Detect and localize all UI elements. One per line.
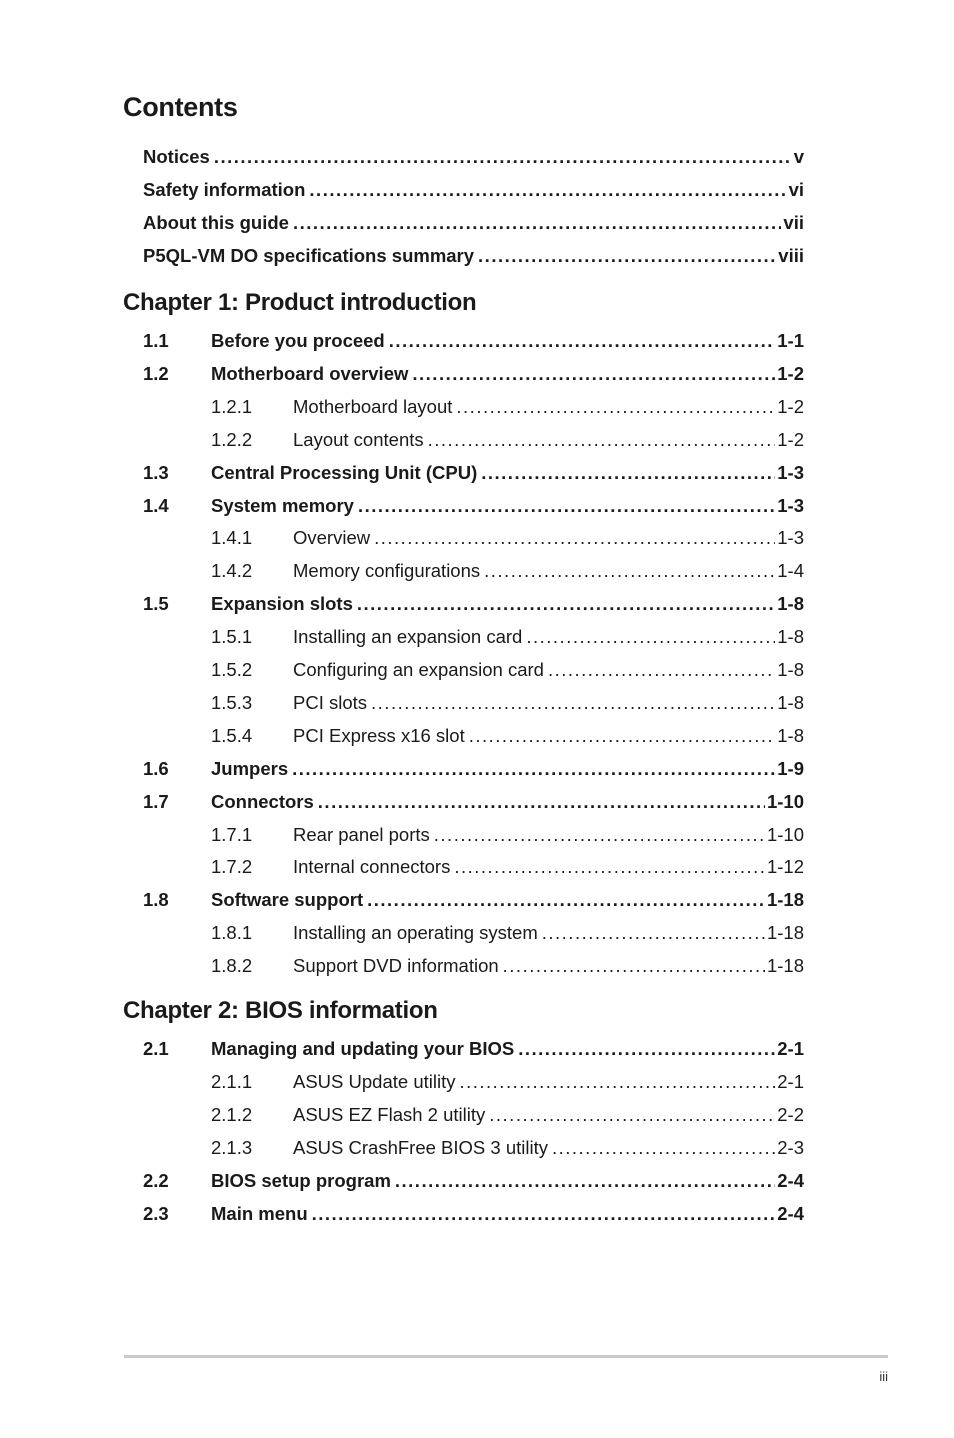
toc-entry[interactable]: [143, 756, 804, 782]
toc-entry-number: 1.3: [143, 461, 169, 483]
toc-entry-page: 1-3: [777, 461, 804, 483]
toc-entry-number: 1.5.1: [211, 626, 253, 648]
toc-entry-number: 1.2.1: [211, 395, 253, 417]
toc-entry-label: Installing an operating system: [293, 922, 538, 944]
dot-leader: [526, 624, 775, 650]
toc-entry-number: 2.1.1: [211, 1070, 253, 1092]
toc-entry-label: ASUS Update utility: [293, 1070, 456, 1092]
toc-entry[interactable]: [143, 887, 804, 913]
toc-entry[interactable]: [143, 1036, 804, 1062]
toc-entry[interactable]: [211, 1102, 804, 1128]
dot-leader: [518, 1036, 775, 1062]
toc-entry-page: 1-3: [777, 494, 804, 516]
dot-leader: [389, 328, 776, 354]
toc-entry-number: 1.5.2: [211, 659, 253, 680]
toc-entry[interactable]: [211, 854, 804, 880]
dot-leader: [357, 591, 775, 617]
toc-entry-number: 2.2: [143, 1169, 169, 1191]
toc-entry-page: v: [793, 146, 804, 167]
toc-entry-page: vii: [783, 211, 804, 233]
toc-entry[interactable]: [211, 394, 804, 420]
toc-entry-number: 1.2: [143, 362, 169, 384]
toc-entry-number: 1.1: [143, 330, 169, 351]
toc-entry-number: 1.8.2: [211, 955, 253, 977]
toc-entry-number: 1.6: [143, 757, 169, 779]
toc-entry-number: 1.7.1: [211, 823, 253, 845]
toc-entry-label: Managing and updating your BIOS: [211, 1038, 515, 1059]
toc-entry[interactable]: [143, 361, 804, 387]
dot-leader: [371, 690, 775, 716]
toc-entry-page: 2-1: [777, 1070, 804, 1092]
toc-entry[interactable]: [211, 427, 804, 453]
toc-entry-label: BIOS setup program: [211, 1169, 391, 1191]
toc-entry-number: 1.5: [143, 593, 169, 615]
dot-leader: [459, 1069, 775, 1095]
toc-entry-page: 1-18: [766, 922, 804, 944]
toc-entry-number: 1.5.3: [211, 691, 253, 713]
toc-entry-page: 1-8: [777, 691, 804, 713]
toc-entry-label: Central Processing Unit (CPU): [211, 461, 478, 483]
toc-entry-label: Motherboard layout: [293, 395, 453, 417]
toc-entry-label: Notices: [143, 146, 210, 167]
toc-entry[interactable]: [211, 723, 804, 749]
toc-entry-page: 1-2: [777, 362, 804, 384]
toc-entry[interactable]: [143, 460, 804, 486]
dot-leader: [292, 756, 775, 782]
toc-entry-page: 1-10: [766, 823, 804, 845]
toc-entry-page: 2-2: [777, 1103, 804, 1125]
dot-leader: [548, 657, 775, 683]
toc-entry-number: 1.8.1: [211, 922, 253, 944]
toc-entry[interactable]: [211, 1135, 804, 1161]
dot-leader: [312, 1201, 776, 1227]
toc-entry-page: 1-8: [777, 724, 804, 746]
footer-page-number: iii: [879, 1369, 888, 1384]
toc-entry-page: viii: [778, 244, 804, 266]
toc-entry-number: 2.1.2: [211, 1103, 253, 1125]
toc-entry[interactable]: [211, 1069, 804, 1095]
toc-entry-page: vi: [788, 178, 804, 200]
dot-leader: [395, 1168, 775, 1194]
dot-leader: [318, 789, 765, 815]
dot-leader: [309, 177, 786, 203]
dot-leader: [454, 854, 765, 880]
toc-entry[interactable]: [143, 789, 804, 815]
toc-entry[interactable]: [143, 177, 804, 203]
toc-entry-label: Connectors: [211, 790, 314, 812]
toc-entry-label: Layout contents: [293, 428, 424, 450]
toc-entry-label: System memory: [211, 494, 354, 516]
toc-entry-number: 1.7.2: [211, 856, 253, 878]
toc-entry-label: Before you proceed: [211, 330, 385, 351]
toc-entry[interactable]: [143, 493, 804, 519]
toc-entry-page: 1-12: [766, 856, 804, 878]
dot-leader: [367, 887, 765, 913]
toc-entry[interactable]: [211, 822, 804, 848]
toc-entry[interactable]: [211, 624, 804, 650]
dot-leader: [374, 525, 775, 551]
toc-entry[interactable]: [211, 657, 804, 683]
toc-entry-label: Overview: [293, 527, 371, 549]
toc-entry-number: 1.4.1: [211, 527, 253, 549]
toc-entry-label: Jumpers: [211, 757, 289, 779]
toc-entry-page: 1-1: [777, 330, 804, 351]
toc-entry[interactable]: [211, 558, 804, 584]
dot-leader: [552, 1135, 775, 1161]
toc-entry-number: 2.1: [143, 1038, 169, 1059]
dot-leader: [542, 920, 765, 946]
toc-entry-page: 1-2: [777, 395, 804, 417]
toc-entry-page: 1-8: [777, 593, 804, 615]
toc-entry-label: ASUS EZ Flash 2 utility: [293, 1103, 486, 1125]
page-title: Contents: [123, 92, 238, 122]
chapter-title: Chapter 1: Product introduction: [123, 289, 477, 316]
footer-divider: [124, 1355, 888, 1358]
toc-entry[interactable]: [143, 1201, 804, 1227]
dot-leader: [293, 210, 781, 236]
toc-entry-label: PCI slots: [293, 691, 368, 713]
toc-entry-page: 1-18: [766, 955, 804, 977]
toc-entry-page: 1-8: [777, 659, 804, 680]
toc-entry-label: Safety information: [143, 178, 306, 200]
toc-entry-number: 2.3: [143, 1202, 169, 1224]
dot-leader: [469, 723, 776, 749]
toc-entry-page: 1-4: [777, 560, 804, 582]
toc-entry-page: 1-18: [766, 889, 804, 911]
toc-entry-number: 1.7: [143, 790, 169, 812]
toc-entry-label: Expansion slots: [211, 593, 353, 615]
toc-entry-page: 1-9: [777, 757, 804, 779]
toc-entry-number: 1.2.2: [211, 428, 253, 450]
toc-entry-page: 2-1: [777, 1038, 804, 1059]
dot-leader: [358, 493, 775, 519]
toc-entry[interactable]: [211, 953, 804, 979]
toc-entry[interactable]: [211, 525, 804, 551]
toc-entry[interactable]: [143, 243, 804, 269]
toc-entry[interactable]: [211, 690, 804, 716]
dot-leader: [478, 243, 776, 269]
dot-leader: [481, 460, 775, 486]
toc-entry[interactable]: [143, 210, 804, 236]
toc-entry-page: 1-2: [777, 428, 804, 450]
toc-entry-label: Support DVD information: [293, 955, 499, 977]
toc-entry[interactable]: [143, 1168, 804, 1194]
toc-entry-page: 1-10: [766, 790, 804, 812]
dot-leader: [456, 394, 775, 420]
toc-entry[interactable]: [143, 591, 804, 617]
toc-entry-label: Main menu: [211, 1202, 308, 1224]
toc-entry-page: 2-4: [777, 1202, 804, 1224]
toc-entry-label: PCI Express x16 slot: [293, 724, 465, 746]
toc-entry-label: Motherboard overview: [211, 362, 409, 384]
toc-entry-number: 1.8: [143, 889, 169, 911]
toc-entry[interactable]: [211, 920, 804, 946]
dot-leader: [428, 427, 776, 453]
toc-entry-label: Configuring an expansion card: [293, 659, 544, 680]
toc-entry-label: Software support: [211, 889, 364, 911]
chapter-title: Chapter 2: BIOS information: [123, 997, 438, 1024]
dot-leader: [214, 144, 792, 170]
toc-entry-number: 1.5.4: [211, 724, 253, 746]
toc-entry-label: Installing an expansion card: [293, 626, 523, 648]
toc-entry-page: 1-8: [777, 626, 804, 648]
dot-leader: [489, 1102, 775, 1128]
dot-leader: [503, 953, 765, 979]
toc-entry-page: 1-3: [777, 527, 804, 549]
dot-leader: [412, 361, 775, 387]
toc-entry-label: Rear panel ports: [293, 823, 430, 845]
toc-entry-label: Internal connectors: [293, 856, 451, 878]
toc-entry-label: Memory configurations: [293, 560, 481, 582]
toc-entry[interactable]: [143, 144, 804, 170]
toc-entry-number: 1.4: [143, 494, 169, 516]
toc-entry-page: 2-3: [777, 1136, 804, 1158]
toc-entry-label: ASUS CrashFree BIOS 3 utility: [293, 1136, 548, 1158]
toc-entry-number: 2.1.3: [211, 1136, 253, 1158]
toc-entry-label: About this guide: [143, 211, 289, 233]
toc-entry[interactable]: [143, 328, 804, 354]
toc-entry-label: P5QL-VM DO specifications summary: [143, 244, 475, 266]
toc-entry-number: 1.4.2: [211, 560, 253, 582]
toc-entry-page: 2-4: [777, 1169, 804, 1191]
dot-leader: [484, 558, 775, 584]
dot-leader: [434, 822, 765, 848]
